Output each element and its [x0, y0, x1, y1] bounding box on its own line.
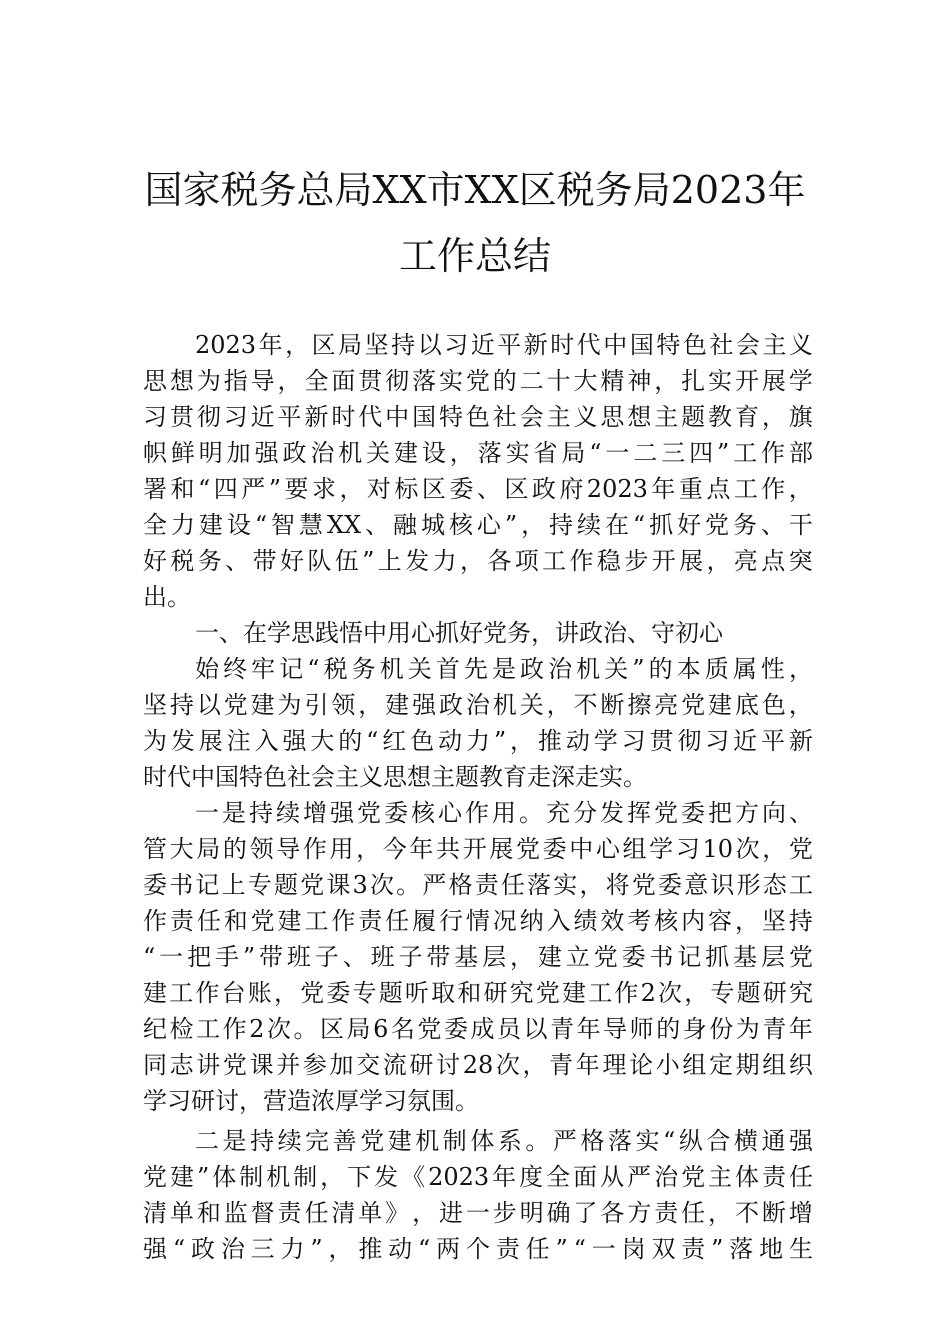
paragraph-line: 全 力 建 设 “ 智 慧 XX 、 融 城 核 心 ” ， 持 续 在 “ 抓 好 党 务 、 干 [143, 511, 813, 539]
paragraph-line: 学习研讨，营造浓厚学习氛围。 [143, 1087, 479, 1115]
paragraph-line: 坚 持 以 党 建 为 引 领 ， 建 强 政 治 机 关 ， 不 断 擦 亮 党 建 底 色 ， [143, 691, 813, 719]
paragraph-line: 管 大 局 的 领 导 作 用 ， 今 年 共 开 展 党 委 中 心 组 学 习 10 次 ， 党 [143, 835, 813, 863]
paragraph-line: 党 建 ” 体 制 机 制 ， 下 发 《 2023 年 度 全 面 从 严 治 党 主 体 责 任 [143, 1163, 813, 1191]
paragraph-line: 时代中国特色社会主义思想主题教育走深走实。 [143, 763, 647, 791]
paragraph-line: 二 是 持 续 完 善 党 建 机 制 体 系 。 严 格 落 实 “ 纵 合 横 通 强 [195, 1127, 813, 1155]
paragraph-line: 作 责 任 和 党 建 工 作 责 任 履 行 情 况 纳 入 绩 效 考 核 内 容 ， 坚 持 [143, 907, 813, 935]
paragraph-line: 建 工 作 台 账 ， 党 委 专 题 听 取 和 研 究 党 建 工 作 2 次 ， 专 题 研 究 [143, 979, 813, 1007]
paragraph-line: 出。 [143, 583, 191, 611]
paragraph-line: 思 想 为 指 导 ， 全 面 贯 彻 落 实 党 的 二 十 大 精 神 ， 扎 实 开 展 学 [143, 367, 813, 395]
paragraph-line: 一、在学思践悟中用心抓好党务，讲政治、守初心 [195, 619, 723, 647]
paragraph-line: 委 书 记 上 专 题 党 课 3 次 。 严 格 责 任 落 实 ， 将 党 委 意 识 形 态 工 [143, 871, 813, 899]
paragraph-line: 强 “ 政 治 三 力 ” ， 推 动 “ 两 个 责 任 ” “ 一 岗 双 责 ” 落 地 生 [143, 1235, 813, 1263]
document-title-line-2: 工作总结 [398, 234, 551, 278]
paragraph-line: 同 志 讲 党 课 并 参 加 交 流 研 讨 28 次 ， 青 年 理 论 小 组 定 期 组 织 [143, 1051, 813, 1079]
paragraph-line: 纪 检 工 作 2 次 。 区 局 6 名 党 委 成 员 以 青 年 导 师 的 身 份 为 青 年 [143, 1015, 813, 1043]
paragraph-line: 帜 鲜 明 加 强 政 治 机 关 建 设 ， 落 实 省 局 “ 一 二 三 四 ” 工 作 部 [143, 439, 813, 467]
paragraph-line: 清 单 和 监 督 责 任 清 单 》 ， 进 一 步 明 确 了 各 方 责 任 ， 不 断 增 [143, 1199, 813, 1227]
paragraph-line: 署 和 “ 四 严 ” 要 求 ， 对 标 区 委 、 区 政 府 2023 年 重 点 工 作 ， [143, 475, 813, 503]
paragraph-line: 为 发 展 注 入 强 大 的 “ 红 色 动 力 ” ， 推 动 学 习 贯 彻 习 近 平 新 [143, 727, 813, 755]
document-title-line-1: 国家税务总局XX市XX区税务局2023年 [144, 168, 806, 212]
paragraph-line: 习 贯 彻 习 近 平 新 时 代 中 国 特 色 社 会 主 义 思 想 主 题 教 育 ， 旗 [143, 403, 813, 431]
paragraph-line: 始 终 牢 记 “ 税 务 机 关 首 先 是 政 治 机 关 ” 的 本 质 属 性 ， [195, 655, 813, 683]
paragraph-line: “ 一 把 手 ” 带 班 子 、 班 子 带 基 层 ， 建 立 党 委 书 记 抓 基 层 党 [143, 943, 813, 971]
paragraph-line: 好 税 务 、 带 好 队 伍 ” 上 发 力 ， 各 项 工 作 稳 步 开 展 ， 亮 点 突 [143, 547, 813, 575]
paragraph-line: 2023 年 ， 区 局 坚 持 以 习 近 平 新 时 代 中 国 特 色 社 会 主 义 [195, 331, 813, 359]
document-body [143, 327, 813, 1267]
paragraph-line: 一 是 持 续 增 强 党 委 核 心 作 用 。 充 分 发 挥 党 委 把 方 向 、 [195, 799, 813, 827]
